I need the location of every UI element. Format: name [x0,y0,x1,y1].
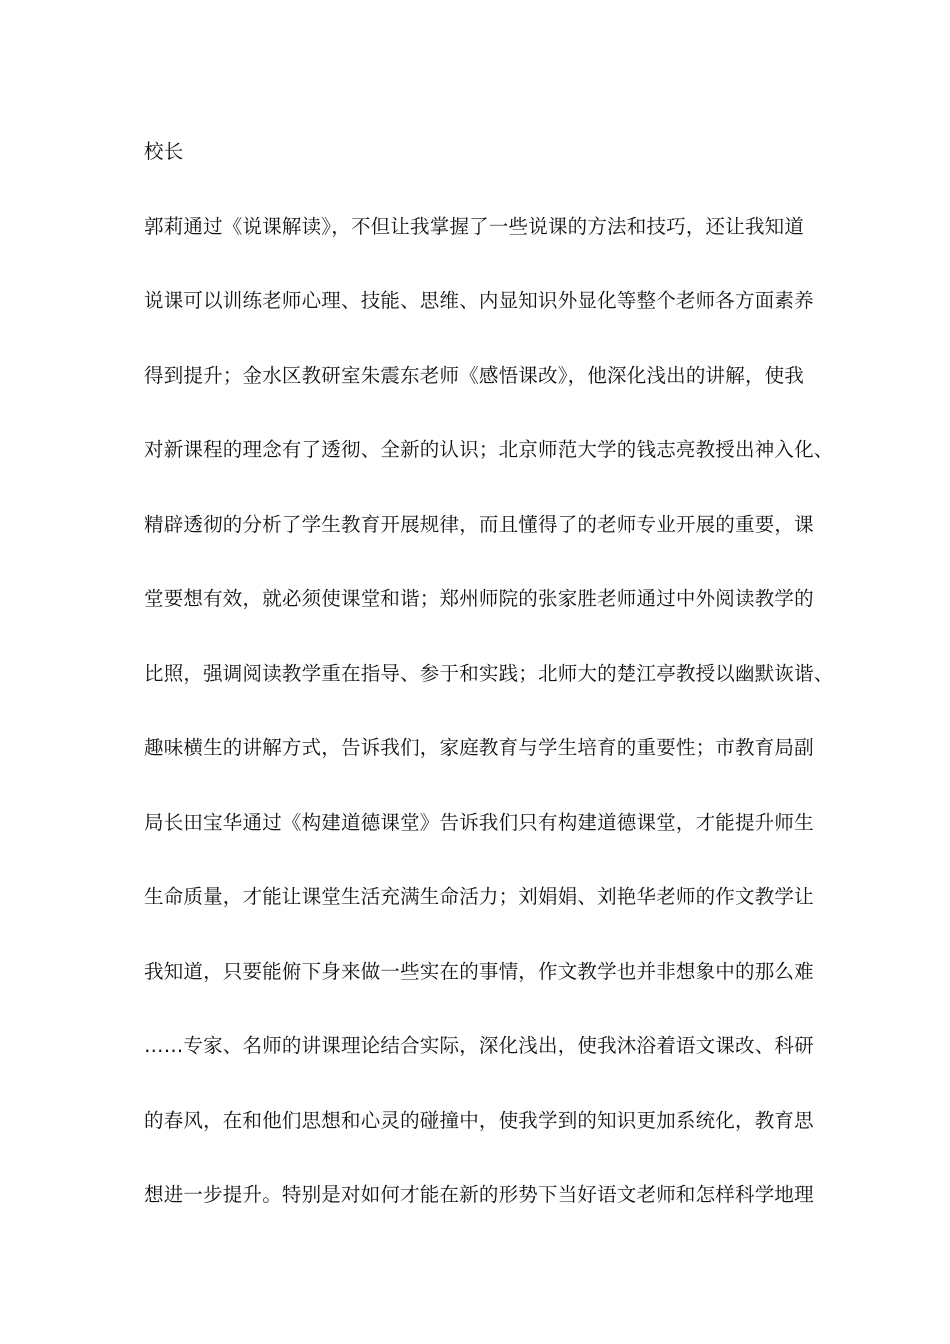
text-line: 趣味横生的讲解方式，告诉我们，家庭教育与学生培育的重要性；市教育局副 [144,736,814,759]
text-line: 比照，强调阅读教学重在指导、参于和实践；北师大的楚江亭教授以幽默诙谐、 [144,661,834,685]
text-line: 我知道，只要能俯下身来做一些实在的事情，作文教学也并非想象中的那么难 [144,959,814,983]
text-line: 校长 [144,140,184,163]
text-line: 对新课程的理念有了透彻、全新的认识；北京师范大学的钱志亮教授出神入化、 [144,438,834,461]
text-line: ……专家、名师的讲课理论结合实际，深化浅出，使我沐浴着语文课改、科研 [144,1034,814,1057]
text-line: 生命质量，才能让课堂生活充满生命活力；刘娟娟、刘艳华老师的作文教学让 [144,885,814,908]
text-line: 郭莉通过《说课解读》，不但让我掌握了一些说课的方法和技巧，还让我知道 [144,214,805,238]
body-text [144,133,834,1251]
text-line: 堂要想有效，就必须使课堂和谐；郑州师院的张家胜老师通过中外阅读教学的 [144,587,814,610]
text-line: 说课可以训练老师心理、技能、思维、内显知识外显化等整个老师各方面素养 [144,289,814,312]
text-line: 的春风，在和他们思想和心灵的碰撞中，使我学到的知识更加系统化，教育思 [144,1108,814,1132]
text-line: 局长田宝华通过《构建道德课堂》告诉我们只有构建道德课堂，才能提升师生 [144,810,814,834]
text-line: 想进一步提升。特别是对如何才能在新的形势下当好语文老师和怎样科学地理 [144,1183,814,1206]
text-line: 精辟透彻的分析了学生教育开展规律，而且懂得了的老师专业开展的重要，课 [144,512,814,536]
text-line: 得到提升；金水区教研室朱震东老师《感悟课改》，他深化浅出的讲解，使我 [144,363,805,387]
